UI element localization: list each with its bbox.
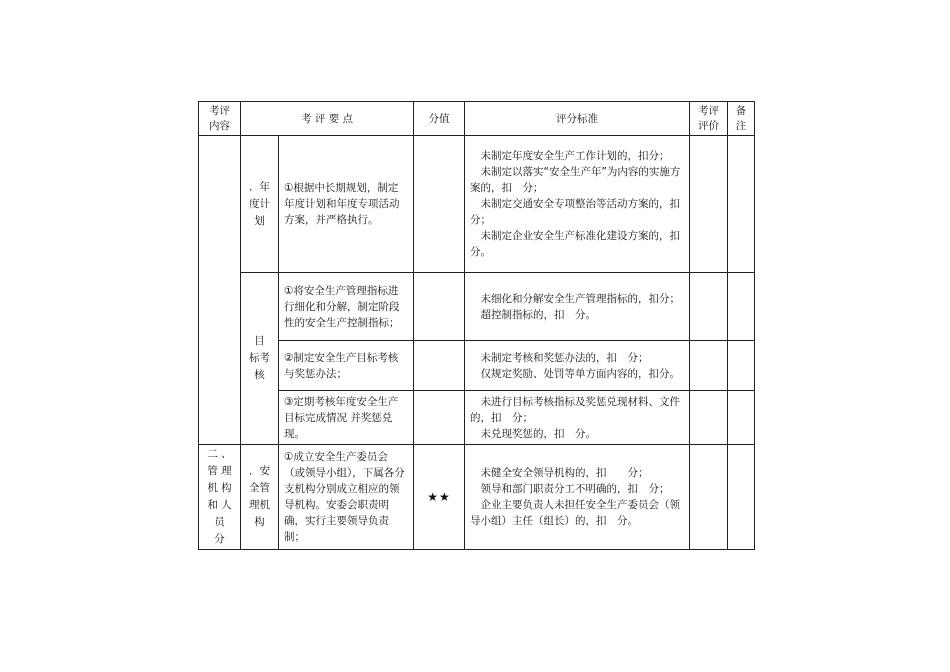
score-cell [414,136,465,273]
table-row [199,136,755,273]
criteria-line: 未制定交通安全专项整治等活动方案的，扣 分； [470,198,691,226]
sub-item-annual-plan: ．年 度计 划 [241,136,279,273]
point-cell: ①将安全生产管理指标进行细化和分解，制定阶段性的安全生产控制指标； [279,273,414,341]
header-criteria: 评分标准 [465,102,690,136]
criteria-cell [465,136,690,273]
header-eval: 考评 评价 [690,102,728,136]
header-score: 分值 [414,102,465,136]
criteria-cell [465,341,690,391]
remark-cell [728,136,755,273]
criteria-line: 未制定企业安全生产标准化建设方案的，扣 分。 [470,230,691,258]
criteria-line: 未制定以落实“安全生产年”为内容的实施方案的，扣 分； [470,166,681,194]
score-stars: ★★ [414,445,465,550]
table-row [199,445,755,550]
score-cell [414,391,465,445]
section-cell-empty [199,136,241,445]
criteria-line: 仅规定奖励、处罚等单方面内容的，扣分。 [480,367,681,380]
point-cell: ②制定安全生产目标考核与奖惩办法； [279,341,414,391]
criteria-line: 未制定年度安全生产工作计划的，扣分； [480,150,670,162]
criteria-cell [465,273,690,341]
table-row [199,273,755,341]
table-row [199,341,755,391]
remark-cell [728,341,755,391]
remark-cell [728,391,755,445]
remark-cell [728,273,755,341]
criteria-line: 领导和部门职责分工不明确的，扣 分； [480,483,670,495]
score-cell [414,273,465,341]
criteria-line: 未兑现奖惩的，扣 分。 [480,427,597,440]
eval-cell [690,273,728,341]
sub-item-target-assessment: 目 标考 核 [241,273,279,445]
criteria-line: 企业主要负责人未担任安全生产委员会（领导小组）主任（组长）的，扣 分。 [470,499,681,527]
criteria-line: 未制定考核和奖惩办法的，扣 分； [480,351,649,364]
point-cell: ③定期考核年度安全生产目标完成情况 并奖惩兑现。 [279,391,414,445]
header-content: 考评 内容 [199,102,241,136]
header-remark: 备 注 [728,102,755,136]
criteria-line: 超控制指标的，扣 分。 [480,308,597,321]
header-row [199,102,755,136]
eval-cell [690,445,728,550]
section-management-org: 二 、 管 理 机 构 和 人 员 分 [199,445,241,550]
score-cell [414,341,465,391]
eval-cell [690,136,728,273]
point-cell: ①根据中长期规划，制定年度计划和年度专项活动方案，并严格执行。 [279,136,414,273]
table-row [199,391,755,445]
point-cell: ①成立安全生产委员会（或领导小组），下属各分支机构分别成立相应的领导机构。安委会职责明确，实行主要领导负责制； [279,445,414,550]
criteria-line: 未健全安全领导机构的，扣 分； [480,467,649,479]
criteria-line: 未进行目标考核指标及奖惩兑现材料、文件的，扣 分； [470,395,681,424]
evaluation-table [198,101,755,550]
header-points: 考 评 要 点 [241,102,414,136]
criteria-cell [465,391,690,445]
sub-item-safety-org: ．安 全管 理机 构 [241,445,279,550]
eval-cell [690,341,728,391]
eval-cell [690,391,728,445]
remark-cell [728,445,755,550]
criteria-line: 未细化和分解安全生产管理指标的，扣分； [480,292,681,305]
criteria-cell [465,445,690,550]
